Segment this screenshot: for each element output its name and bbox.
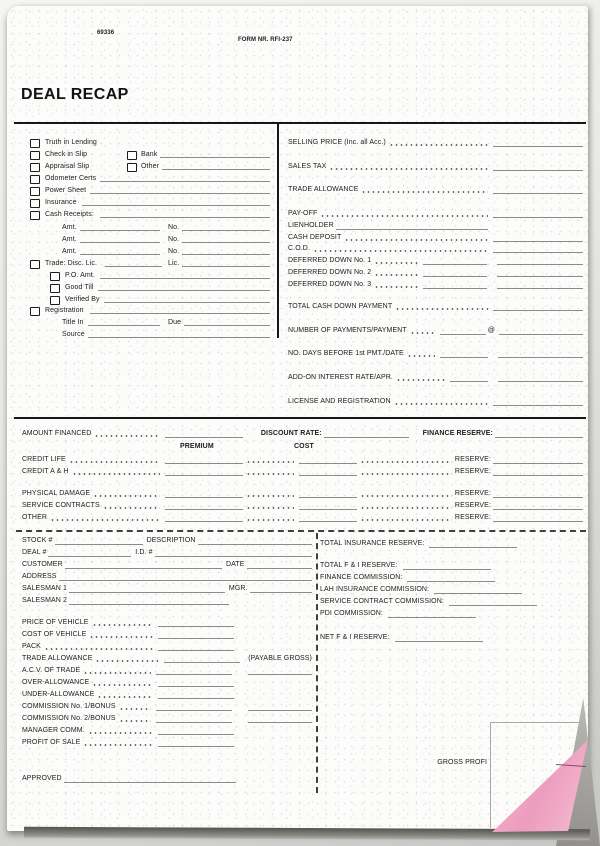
pack-label: PACK — [22, 643, 41, 650]
total-fi-reserve-label: TOTAL F & I RESERVE: — [320, 562, 398, 569]
bank-field[interactable] — [160, 157, 270, 158]
good-till-checkbox[interactable] — [50, 284, 60, 293]
dot-leader — [361, 191, 488, 193]
physical-damage-premium-field[interactable] — [165, 495, 243, 498]
amt-label: Amt. — [62, 248, 77, 255]
deal-number-label: DEAL # — [22, 549, 47, 556]
commission1-field-b[interactable] — [248, 708, 312, 711]
license-registration-label: LICENSE AND REGISTRATION — [288, 398, 391, 405]
total-insurance-reserve-field[interactable] — [429, 545, 517, 548]
customer-label: CUSTOMER — [22, 561, 63, 568]
odometer-certs-field[interactable] — [100, 181, 270, 182]
customer-row — [22, 560, 312, 569]
no-field-1[interactable] — [182, 230, 270, 231]
reserve-label: RESERVE: — [454, 468, 491, 475]
add-on-interest-row — [288, 373, 583, 382]
cost-of-vehicle-row — [22, 630, 312, 639]
top-section-border — [14, 122, 586, 124]
service-contracts-row — [22, 501, 583, 510]
reserve-label: RESERVE: — [454, 514, 491, 521]
first-pmt-date-field[interactable] — [498, 355, 583, 358]
service-contracts-cost-field[interactable] — [299, 507, 357, 510]
deferred-down-2-field-a[interactable] — [423, 274, 487, 277]
address-field[interactable] — [59, 578, 312, 581]
dot-leader — [103, 507, 160, 509]
deferred-down-1-label: DEFERRED DOWN No. 1 — [288, 257, 372, 264]
description-label: DESCRIPTION — [146, 537, 196, 544]
other-field[interactable] — [162, 169, 270, 170]
dot-leader — [360, 473, 452, 475]
gross-profit-box-top-border — [490, 722, 585, 723]
no-label: No. — [168, 224, 180, 231]
lic-label: Lic. — [168, 260, 180, 267]
dot-leader — [89, 636, 153, 638]
finance-reserve-field[interactable] — [495, 435, 583, 438]
days-before-first-pmt-row — [288, 349, 583, 358]
odometer-certs-label: Odometer Certs — [45, 175, 97, 182]
credit-life-premium-field[interactable] — [165, 461, 243, 464]
over-allowance-field[interactable] — [158, 684, 234, 687]
premium-column-header: PREMIUM — [180, 443, 214, 450]
verified-by-checkbox[interactable] — [50, 296, 60, 305]
gross-profit-label: GROSS PROFI — [437, 759, 487, 766]
check-in-slip-label: Check in Slip — [45, 151, 88, 158]
dot-leader — [50, 519, 160, 521]
acv-of-trade-row — [22, 666, 312, 675]
power-sheet-label: Power Sheet — [45, 187, 87, 194]
deferred-down-1-field-a[interactable] — [423, 262, 487, 265]
dot-leader — [410, 332, 435, 334]
physical-damage-row — [22, 489, 583, 498]
other-label: OTHER — [22, 514, 47, 521]
finance-reserve-label: FINANCE RESERVE: — [422, 430, 493, 437]
insurance-checkbox[interactable] — [30, 199, 40, 208]
mgr-field[interactable] — [250, 590, 312, 593]
total-insurance-reserve-row — [320, 539, 583, 548]
dot-leader — [246, 473, 294, 475]
sales-tax-row — [288, 162, 583, 171]
cost-of-vehicle-field[interactable] — [158, 636, 234, 639]
amount-financed-field[interactable] — [165, 435, 243, 438]
id-number-field[interactable] — [155, 554, 312, 557]
finance-commission-label: FINANCE COMMISSION: — [320, 574, 403, 581]
finance-commission-field[interactable] — [407, 579, 495, 582]
salesman1-field[interactable] — [69, 590, 225, 593]
amt-field-3[interactable] — [80, 254, 160, 255]
dot-leader — [94, 435, 159, 437]
cash-receipts-field[interactable] — [100, 217, 270, 218]
dot-leader — [360, 461, 452, 463]
verified-by-label: Verified By — [65, 296, 100, 303]
amt-field-2[interactable] — [80, 242, 160, 243]
description-field[interactable] — [198, 542, 312, 545]
net-fi-reserve-field[interactable] — [395, 639, 483, 642]
dot-leader — [119, 708, 151, 710]
address-row — [22, 572, 312, 581]
salesman1-row — [22, 584, 312, 593]
deferred-down-2-row — [288, 268, 583, 277]
price-of-vehicle-field[interactable] — [158, 624, 234, 627]
credit-a-h-reserve-field[interactable] — [493, 473, 583, 476]
approved-label: APPROVED — [22, 775, 62, 782]
sales-tax-field[interactable] — [493, 168, 583, 171]
date-label: DATE — [225, 561, 245, 568]
manager-comm-label: MANAGER COMM. — [22, 727, 85, 734]
number-of-payments-label: NUMBER OF PAYMENTS/PAYMENT — [288, 327, 407, 334]
cod-label: C.O.D. — [288, 245, 310, 252]
dot-leader — [374, 262, 418, 264]
over-allowance-label: OVER-ALLOWANCE — [22, 679, 90, 686]
salesman2-field[interactable] — [69, 602, 229, 605]
lienholder-label: LIENHOLDER — [288, 222, 334, 229]
dot-leader — [344, 239, 488, 241]
lower-section-dashed-border — [16, 530, 586, 532]
dot-leader — [395, 308, 488, 310]
service-contract-commission-row — [320, 597, 583, 606]
manager-comm-row — [22, 726, 312, 735]
dot-leader — [119, 720, 151, 722]
other-label: Other — [141, 163, 160, 170]
trade-allowance-label: TRADE ALLOWANCE — [288, 186, 359, 193]
reserve-label: RESERVE: — [454, 502, 491, 509]
credit-life-cost-field[interactable] — [299, 461, 357, 464]
net-fi-reserve-label: NET F & I RESERVE: — [320, 634, 390, 641]
cost-column-header: COST — [294, 443, 314, 450]
cash-deposit-row — [288, 233, 583, 242]
insurance-label: Insurance — [45, 199, 77, 206]
under-allowance-label: UNDER-ALLOWANCE — [22, 691, 95, 698]
dot-leader — [313, 250, 488, 252]
amt-label: Amt. — [62, 236, 77, 243]
lah-insurance-commission-field[interactable] — [434, 591, 522, 594]
under-allowance-field[interactable] — [158, 696, 234, 699]
total-fi-reserve-row — [320, 561, 583, 570]
deal-number-row — [22, 548, 312, 557]
address-label: ADDRESS — [22, 573, 57, 580]
stock-field[interactable] — [55, 542, 143, 545]
trade-allowance-label: TRADE ALLOWANCE — [22, 655, 93, 662]
price-of-vehicle-label: PRICE OF VEHICLE — [22, 619, 89, 626]
dot-leader — [389, 144, 488, 146]
truth-in-lending-checkbox[interactable] — [30, 139, 40, 148]
under-allowance-row — [22, 690, 312, 699]
source-label: Source — [62, 331, 85, 338]
profit-of-sale-field[interactable] — [158, 744, 234, 747]
power-sheet-field[interactable] — [90, 193, 270, 194]
dot-leader — [44, 648, 153, 650]
good-till-label: Good Till — [65, 284, 94, 291]
net-fi-reserve-row — [320, 633, 583, 642]
cod-field[interactable] — [493, 250, 583, 253]
commission2-field-b[interactable] — [248, 720, 312, 723]
amount-financed-row — [22, 429, 583, 438]
deferred-down-2-label: DEFERRED DOWN No. 2 — [288, 269, 372, 276]
dot-leader — [360, 507, 452, 509]
commission2-field-a[interactable] — [156, 720, 232, 723]
lienholder-row — [288, 221, 583, 230]
commission1-field-a[interactable] — [156, 708, 232, 711]
amt-field-1[interactable] — [80, 230, 160, 231]
dot-leader — [83, 744, 153, 746]
po-amt-checkbox[interactable] — [50, 272, 60, 281]
dot-leader — [374, 274, 418, 276]
commission1-label: COMMISSION No. 1/BONUS — [22, 703, 116, 710]
credit-life-row — [22, 455, 583, 464]
discount-rate-label: DISCOUNT RATE: — [260, 430, 322, 437]
trade-disc-lic-label: Trade: Disc. Lic. — [45, 260, 98, 267]
manager-comm-field[interactable] — [158, 732, 234, 735]
no-label: No. — [168, 236, 180, 243]
date-field[interactable] — [247, 566, 313, 569]
pdi-commission-row — [320, 609, 583, 618]
selling-price-label: SELLING PRICE (Inc. all Acc.) — [288, 139, 386, 146]
commission2-row — [22, 714, 312, 723]
payment-amount-field[interactable] — [499, 332, 583, 335]
salesman2-row — [22, 596, 312, 605]
dot-leader — [407, 355, 435, 357]
other-checkbox[interactable] — [127, 163, 137, 172]
lic-field[interactable] — [182, 266, 270, 267]
due-field[interactable] — [184, 325, 270, 326]
power-sheet-checkbox[interactable] — [30, 187, 40, 196]
dot-leader — [246, 507, 294, 509]
amount-financed-label: AMOUNT FINANCED — [22, 430, 92, 437]
add-on-interest-label: ADD-ON INTEREST RATE/APR. — [288, 374, 393, 381]
stock-label: STOCK # — [22, 537, 53, 544]
profit-of-sale-label: PROFIT OF SALE — [22, 739, 81, 746]
dot-leader — [394, 403, 488, 405]
dot-leader — [92, 624, 153, 626]
id-number-label: I.D. # — [135, 549, 153, 556]
customer-field[interactable] — [65, 566, 222, 569]
total-cash-down-label: TOTAL CASH DOWN PAYMENT — [288, 303, 393, 310]
credit-a-h-cost-field[interactable] — [299, 473, 357, 476]
mid-section-border — [14, 417, 586, 419]
dot-leader — [92, 684, 153, 686]
dot-leader — [93, 495, 160, 497]
number-of-payments-row — [288, 326, 583, 335]
trade-allowance-field[interactable] — [493, 191, 583, 194]
cash-deposit-field[interactable] — [493, 239, 583, 242]
cost-of-vehicle-label: COST OF VEHICLE — [22, 631, 87, 638]
deferred-down-1-field-b[interactable] — [497, 262, 583, 265]
approved-row — [22, 774, 312, 783]
deferred-down-2-field-b[interactable] — [497, 274, 583, 277]
form-number: FORM NR. RFI-237 — [238, 37, 293, 43]
insurance-field[interactable] — [82, 205, 270, 206]
cash-receipts-checkbox[interactable] — [30, 211, 40, 220]
bank-checkbox[interactable] — [127, 151, 137, 160]
page-title: DEAL RECAP — [21, 86, 129, 103]
dot-leader — [95, 660, 159, 662]
deal-number-field[interactable] — [48, 554, 131, 557]
lah-insurance-commission-label: LAH INSURANCE COMMISSION: — [320, 586, 430, 593]
discount-rate-field[interactable] — [324, 435, 409, 438]
pay-off-label: PAY-OFF — [288, 210, 318, 217]
other-reserve-field[interactable] — [493, 519, 583, 522]
over-allowance-row — [22, 678, 312, 687]
pay-off-field[interactable] — [493, 215, 583, 218]
appraisal-slip-label: Appraisal Slip — [45, 163, 90, 170]
no-label: No. — [168, 248, 180, 255]
verified-by-field[interactable] — [104, 302, 270, 303]
dot-leader — [246, 495, 294, 497]
title-in-field[interactable] — [88, 325, 160, 326]
trade-allowance-row — [288, 185, 583, 194]
lah-insurance-commission-row — [320, 585, 583, 594]
number-of-payments-field[interactable] — [440, 332, 486, 335]
finance-commission-row — [320, 573, 583, 582]
at-sign: @ — [487, 327, 495, 334]
other-premium-field[interactable] — [165, 519, 243, 522]
dot-leader — [97, 696, 153, 698]
cod-row — [288, 244, 583, 253]
physical-damage-reserve-field[interactable] — [493, 495, 583, 498]
service-contract-commission-label: SERVICE CONTRACT COMMISSION: — [320, 598, 444, 605]
salesman1-label: SALESMAN 1 — [22, 585, 67, 592]
due-label: Due — [168, 319, 182, 326]
acv-of-trade-field-b[interactable] — [248, 672, 312, 675]
truth-in-lending-label: Truth in Lending — [45, 139, 97, 146]
appraisal-slip-checkbox[interactable] — [30, 163, 40, 172]
registration-checkbox[interactable] — [30, 307, 40, 316]
registration-field[interactable] — [90, 313, 270, 314]
pdi-commission-label: PDI COMMISSION: — [320, 610, 383, 617]
total-insurance-reserve-label: TOTAL INSURANCE RESERVE: — [320, 540, 425, 547]
price-of-vehicle-row — [22, 618, 312, 627]
interest-rate-field[interactable] — [450, 379, 488, 382]
dot-leader — [360, 495, 452, 497]
credit-a-h-row — [22, 467, 583, 476]
good-till-field[interactable] — [98, 290, 270, 291]
reserve-label: RESERVE: — [454, 490, 491, 497]
title-in-label: Title In — [62, 319, 84, 326]
registration-label: Registration — [45, 307, 84, 314]
salesman2-label: SALESMAN 2 — [22, 597, 67, 604]
service-contracts-label: SERVICE CONTRACTS — [22, 502, 100, 509]
dot-leader — [329, 168, 488, 170]
service-contracts-premium-field[interactable] — [165, 507, 243, 510]
lienholder-field[interactable] — [336, 227, 488, 230]
pay-off-row — [288, 209, 583, 218]
service-contract-commission-field[interactable] — [449, 603, 537, 606]
license-registration-row — [288, 397, 583, 406]
gross-profit-box-left-border — [490, 722, 491, 828]
check-in-slip-checkbox[interactable] — [30, 151, 40, 160]
profit-of-sale-row — [22, 738, 312, 747]
stock-row — [22, 536, 312, 545]
credit-a-h-premium-field[interactable] — [165, 473, 243, 476]
dot-leader — [396, 379, 445, 381]
commission1-row — [22, 702, 312, 711]
no-field-3[interactable] — [182, 254, 270, 255]
deferred-down-3-row — [288, 280, 583, 289]
dot-leader — [72, 473, 160, 475]
physical-damage-label: PHYSICAL DAMAGE — [22, 490, 91, 497]
source-field[interactable] — [88, 337, 270, 338]
dot-leader — [360, 519, 452, 521]
dot-leader — [374, 286, 418, 288]
credit-a-h-label: CREDIT A & H — [22, 468, 69, 475]
acv-of-trade-field-a[interactable] — [156, 672, 232, 675]
days-before-field[interactable] — [440, 355, 488, 358]
deferred-down-3-field-b[interactable] — [497, 286, 583, 289]
acv-of-trade-label: A.C.V. OF TRADE — [22, 667, 81, 674]
commission2-label: COMMISSION No. 2/BONUS — [22, 715, 116, 722]
apr-field[interactable] — [498, 379, 583, 382]
sales-tax-label: SALES TAX — [288, 163, 327, 170]
column-divider — [277, 123, 279, 338]
deferred-down-1-row — [288, 256, 583, 265]
total-cash-down-field[interactable] — [493, 308, 583, 311]
cash-deposit-label: CASH DEPOSIT — [288, 234, 342, 241]
days-before-first-pmt-label: NO. DAYS BEFORE 1st PMT./DATE — [288, 350, 404, 357]
reserve-label: RESERVE: — [454, 456, 491, 463]
trade-disc-lic-field[interactable] — [105, 266, 162, 267]
po-amt-label: P.O. Amt. — [65, 272, 95, 279]
trade-allowance-field[interactable] — [164, 660, 240, 663]
deferred-down-3-field-a[interactable] — [423, 286, 487, 289]
physical-damage-cost-field[interactable] — [299, 495, 357, 498]
credit-life-reserve-field[interactable] — [493, 461, 583, 464]
po-amt-field[interactable] — [100, 278, 270, 279]
deferred-down-3-label: DEFERRED DOWN No. 3 — [288, 281, 372, 288]
selling-price-field[interactable] — [493, 144, 583, 147]
dot-leader — [246, 461, 294, 463]
payable-gross-label: (PAYABLE GROSS) — [248, 655, 312, 662]
dot-leader — [69, 461, 160, 463]
pdi-commission-field[interactable] — [388, 615, 476, 618]
other-cost-field[interactable] — [299, 519, 357, 522]
form-serial-number: 69336 — [97, 30, 115, 36]
mgr-label: MGR. — [228, 585, 248, 592]
lower-column-dashed-divider — [316, 533, 318, 793]
no-field-2[interactable] — [182, 242, 270, 243]
total-cash-down-row — [288, 302, 583, 311]
dot-leader — [246, 519, 294, 521]
cash-receipts-label: Cash Receipts: — [45, 211, 94, 218]
pack-field[interactable] — [158, 648, 234, 651]
dot-leader — [83, 672, 151, 674]
license-registration-field[interactable] — [493, 403, 583, 406]
bank-label: Bank — [141, 151, 158, 158]
amt-label: Amt. — [62, 224, 77, 231]
odometer-certs-checkbox[interactable] — [30, 175, 40, 184]
dot-leader — [88, 732, 153, 734]
selling-price-row — [288, 138, 583, 147]
total-fi-reserve-field[interactable] — [403, 567, 491, 570]
pack-row — [22, 642, 312, 651]
credit-life-label: CREDIT LIFE — [22, 456, 66, 463]
dot-leader — [320, 215, 488, 217]
other-insurance-row — [22, 513, 583, 522]
trade-allowance-gross-row — [22, 654, 312, 663]
approved-signature-field[interactable] — [64, 780, 236, 783]
trade-checkbox[interactable] — [30, 260, 40, 269]
service-contracts-reserve-field[interactable] — [493, 507, 583, 510]
